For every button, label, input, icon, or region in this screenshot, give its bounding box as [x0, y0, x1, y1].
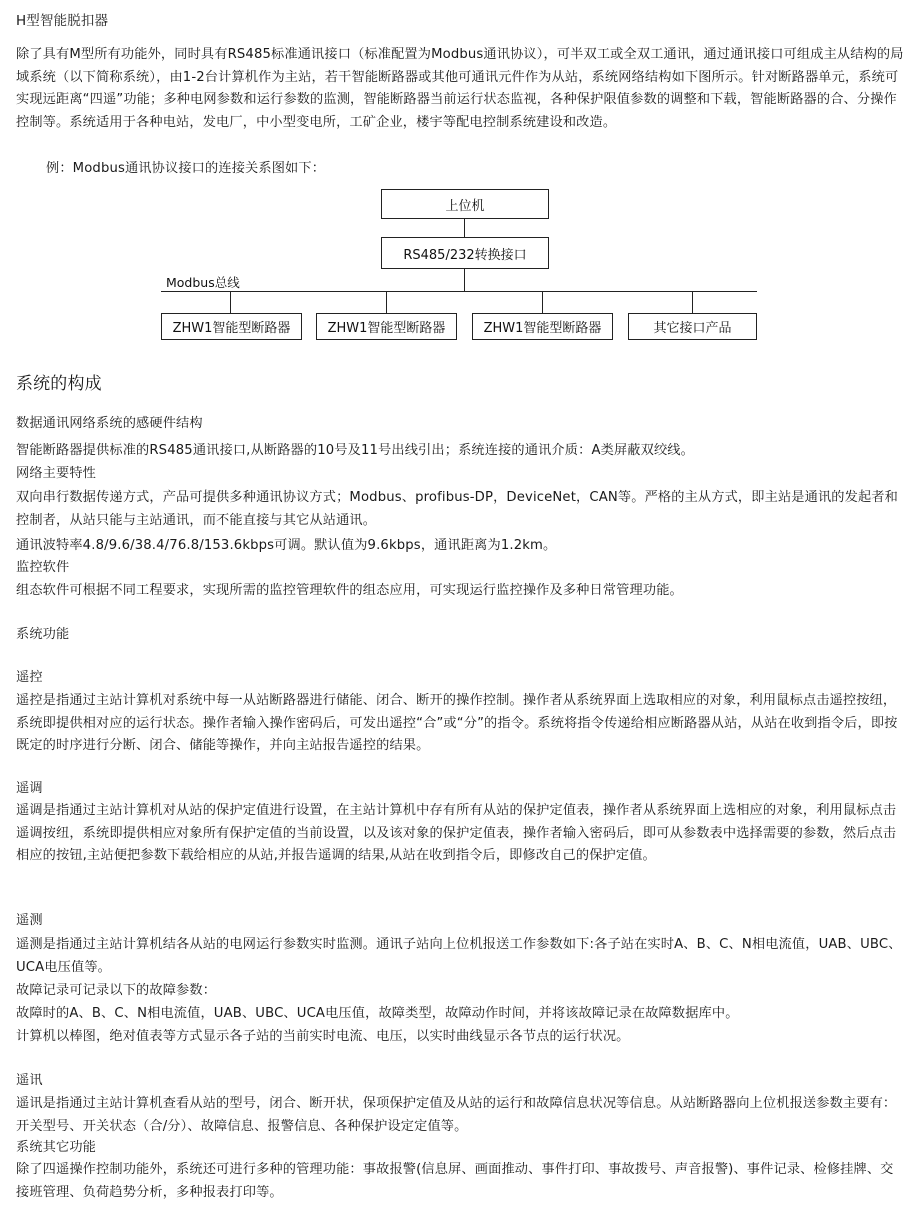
chart-display-text: 计算机以棒图，绝对值表等方式显示各子站的当前实时电流、电压，以实时曲线显示各节点的运行状况。: [16, 1029, 630, 1044]
modbus-bus-line: [161, 291, 757, 292]
software-text: 组态软件可根据不同工程要求，实现所需的监控管理软件的组态应用，可实现运行监控操作及多种日常管理功能。: [16, 583, 683, 598]
remote-signal-title: 遥讯: [16, 1073, 43, 1088]
page-title: H型智能脱扣器: [16, 13, 109, 29]
remote-control-text: 遥控是指通过主站计算机对系统中每一从站断路器进行储能、闭合、断开的操作控制。操作者从系统界面上选取相应的对象，利用鼠标点击遥控按纽，系统即提供相对应的运行状态。操作者输入操作密码后，可发出遥控“合”或“分”的指令。系统将指令传递给相应断路器从站，从站在收到指令后，即按既定的时序进行分断、闭合、储能等操作，并向主站报告遥控的结果。: [16, 693, 898, 754]
remote-signal-text: 遥讯是指通过主站计算机查看从站的型号，闭合、断开状，保项保护定值及从站的运行和故障信息状况等信息。从站断路器向上位机报送参数主要有：开关型号、开关状态（合/分）、故障信息、报警信息、各种保护设定定值等。: [16, 1096, 897, 1134]
other-functions-text: 除了四遥操作控制功能外，系统还可进行多种的管理功能：事故报警(信息屏、画面推动、事件打印、事故拨号、声音报警)、事件记录、检修挂牌、交接班管理、负荷趋势分析，多种报表打印等。: [16, 1162, 894, 1200]
functions-title: 系统功能: [16, 627, 70, 642]
intro-paragraph: 除了具有M型所有功能外，同时具有RS485标准通讯接口（标准配置为Modbus通讯协议），可半双工或全双工通讯，通过通讯接口可组成主从结构的局域系统（以下简称系统），由1-2台计算机作为主站，若干智能断路器或其他可通讯元件作为从站，系统网络结构如下图所示。针对断路器单元，系统可实现远距离“四遥”功能；多种电网参数和运行参数的监测，智能断路器当前运行状态监视，各种保护限值参数的调整和下载，智能断路器的合、分操作控制等。系统适用于各种电站，发电厂，中小型变电所，工矿企业，楼宇等配电控制系统建设和改造。: [16, 47, 904, 131]
host-box: 上位机: [381, 189, 549, 219]
node-3-connector: [542, 291, 543, 313]
breaker-node-3: ZHW1智能型断路器: [472, 313, 613, 340]
node-1-connector: [230, 291, 231, 313]
hw-text: 智能断路器提供标准的RS485通讯接口,从断路器的10号及11号出线引出；系统连接的通讯介质：A类屏蔽双绞线。: [16, 443, 694, 458]
breaker-node-1: ZHW1智能型断路器: [161, 313, 302, 340]
remote-measure-title: 遥测: [16, 913, 43, 928]
section-title-composition: 系统的构成: [16, 374, 102, 394]
software-title: 监控软件: [16, 560, 70, 575]
host-connector: [464, 219, 465, 237]
network-text: 双向串行数据传递方式，产品可提供多种通讯协议方式；Modbus、profibus-DP，DeviceNet，CAN等。严格的主从方式，即主站是通讯的发起者和控制者，从站只能与主站通讯，而不能直接与其它从站通讯。: [16, 490, 898, 528]
remote-measure-text: 遥测是指通过主站计算机结各从站的电网运行参数实时监测。通讯子站向上位机报送工作参数如下:各子站在实时A、B、C、N相电流值，UAB、UBC、UCA电压值等。: [16, 937, 902, 975]
other-interface-node: 其它接口产品: [628, 313, 757, 340]
breaker-node-2: ZHW1智能型断路器: [316, 313, 457, 340]
node-4-connector: [692, 291, 693, 313]
other-functions-title: 系统其它功能: [16, 1140, 97, 1155]
node-2-connector: [386, 291, 387, 313]
diagram-caption: 例：Modbus通讯协议接口的连接关系图如下：: [46, 161, 326, 176]
converter-connector: [464, 269, 465, 292]
remote-adjust-title: 遥调: [16, 781, 43, 796]
fault-record-title: 故障记录可记录以下的故障参数：: [16, 983, 217, 998]
fault-record-text: 故障时的A、B、C、N相电流值，UAB、UBC、UCA电压值，故障类型，故障动作时间，并将该故障记录在故障数据库中。: [16, 1006, 739, 1021]
hw-title: 数据通讯网络系统的感硬件结构: [16, 416, 203, 431]
network-title: 网络主要特性: [16, 466, 97, 481]
remote-adjust-text: 遥调是指通过主站计算机对从站的保护定值进行设置，在主站计算机中存有所有从站的保护定值表，操作者从系统界面上选相应的对象，利用鼠标点击遥调按纽，系统即提供相应对象所有保护定值的当前设置，以及该对象的保护定值表，操作者输入密码后，即可从参数表中选择需要的参数，然后点击相应的按钮,主站便把参数下载给相应的从站,并报告遥调的结果,从站在收到指令后，即修改自己的保护定值。: [16, 803, 897, 864]
converter-box: RS485/232转换接口: [381, 237, 549, 269]
remote-control-title: 遥控: [16, 670, 43, 685]
baud-text: 通讯波特率4.8/9.6/38.4/76.8/153.6kbps可调。默认值为9.6kbps，通讯距离为1.2km。: [16, 538, 557, 553]
bus-label: Modbus总线: [166, 275, 240, 290]
